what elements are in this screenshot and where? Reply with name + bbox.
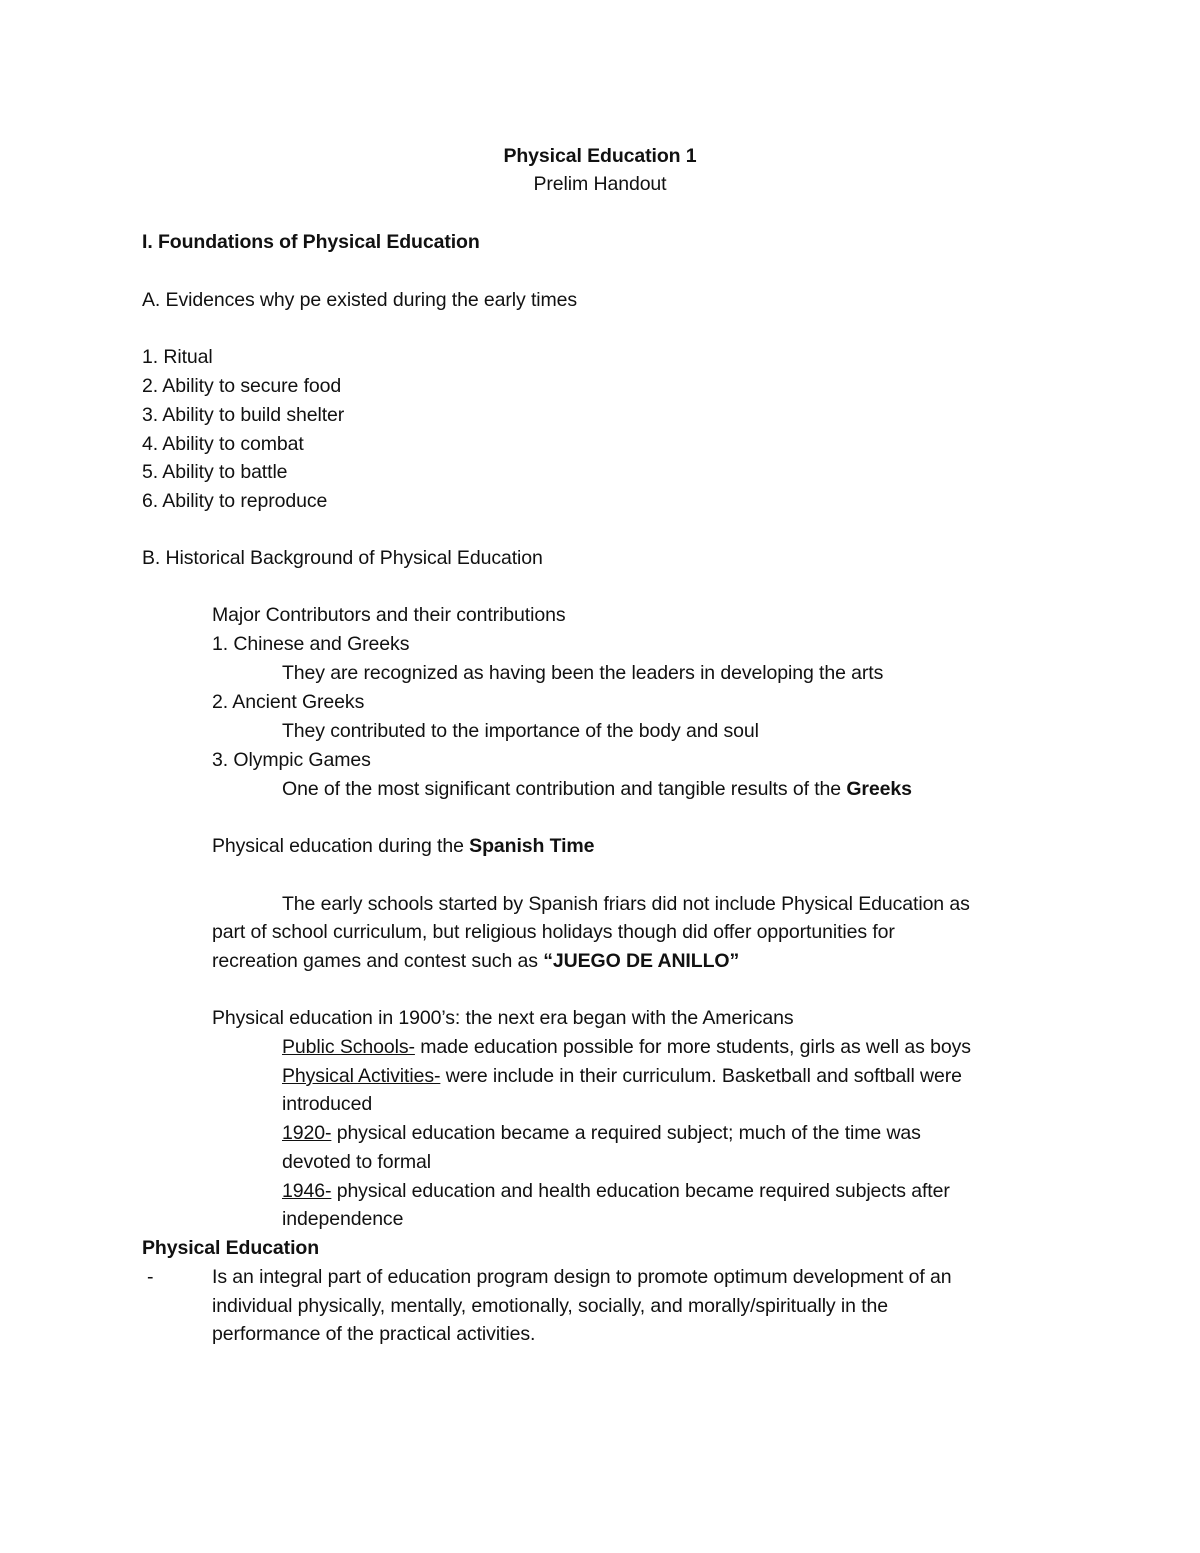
- american-item: [282, 1121, 921, 1145]
- list-item: 6. Ability to reproduce: [142, 490, 328, 512]
- american-item-label: 1920-: [282, 1122, 332, 1144]
- contributor-name: 3. Olympic Games: [212, 749, 371, 771]
- spanish-heading-text: Physical education during the: [212, 835, 470, 857]
- list-item: 4. Ability to combat: [142, 433, 304, 455]
- definition-line: Is an integral part of education program design to promote optimum development of an: [212, 1266, 952, 1288]
- contributors-heading: Major Contributors and their contributions: [212, 604, 566, 626]
- document-title: Physical Education 1: [503, 145, 697, 167]
- american-item-cont: independence: [282, 1208, 404, 1230]
- american-item-text: were include in their curriculum. Basketball and softball were: [440, 1065, 962, 1087]
- american-item-label: Public Schools-: [282, 1036, 415, 1058]
- contributor-desc-bold: Greeks: [846, 778, 912, 800]
- definition-heading: Physical Education: [142, 1237, 320, 1259]
- american-item-label: 1946-: [282, 1180, 332, 1202]
- part-b-heading: B. Historical Background of Physical Education: [142, 547, 543, 569]
- american-item-text: physical education became a required subject; much of the time was: [331, 1122, 921, 1144]
- american-item: [282, 1035, 971, 1059]
- list-item: 1. Ritual: [142, 346, 213, 368]
- list-item: 3. Ability to build shelter: [142, 404, 345, 426]
- document-subtitle: Prelim Handout: [533, 173, 667, 195]
- definition-line: performance of the practical activities.: [212, 1323, 536, 1345]
- contributor-desc: They contributed to the importance of the body and soul: [282, 720, 759, 742]
- american-heading: Physical education in 1900’s: the next era began with the Americans: [212, 1007, 794, 1029]
- american-item-cont: devoted to formal: [282, 1151, 431, 1173]
- spanish-paragraph-line: [212, 949, 739, 973]
- spanish-paragraph-bold: “JUEGO DE ANILLO”: [543, 950, 740, 972]
- definition-bullet: -: [147, 1266, 154, 1288]
- list-item: 2. Ability to secure food: [142, 375, 342, 397]
- contributor-desc: [282, 777, 912, 801]
- spanish-paragraph-line: part of school curriculum, but religious holidays though did offer opportunities for: [212, 921, 895, 943]
- american-item: [282, 1064, 962, 1088]
- contributor-desc-text: One of the most significant contribution and tangible results of the: [282, 778, 847, 800]
- list-item: 5. Ability to battle: [142, 461, 288, 483]
- american-item-text: physical education and health education became required subjects after: [331, 1180, 950, 1202]
- spanish-heading-bold: Spanish Time: [469, 835, 595, 857]
- definition-line: individual physically, mentally, emotionally, socially, and morally/spiritually in the: [212, 1295, 888, 1317]
- spanish-paragraph-line: The early schools started by Spanish friars did not include Physical Education as: [282, 893, 970, 915]
- contributor-name: 2. Ancient Greeks: [212, 691, 365, 713]
- spanish-heading: [212, 834, 594, 858]
- spanish-paragraph-text: recreation games and contest such as: [212, 950, 544, 972]
- contributor-desc: They are recognized as having been the leaders in developing the arts: [282, 662, 884, 684]
- american-item: [282, 1179, 950, 1203]
- part-a-heading: A. Evidences why pe existed during the early times: [142, 289, 578, 311]
- american-item-text: made education possible for more students, girls as well as boys: [414, 1036, 971, 1058]
- contributor-name: 1. Chinese and Greeks: [212, 633, 410, 655]
- american-item-cont: introduced: [282, 1093, 373, 1115]
- american-item-label: Physical Activities-: [282, 1065, 441, 1087]
- section-heading: I. Foundations of Physical Education: [142, 231, 480, 253]
